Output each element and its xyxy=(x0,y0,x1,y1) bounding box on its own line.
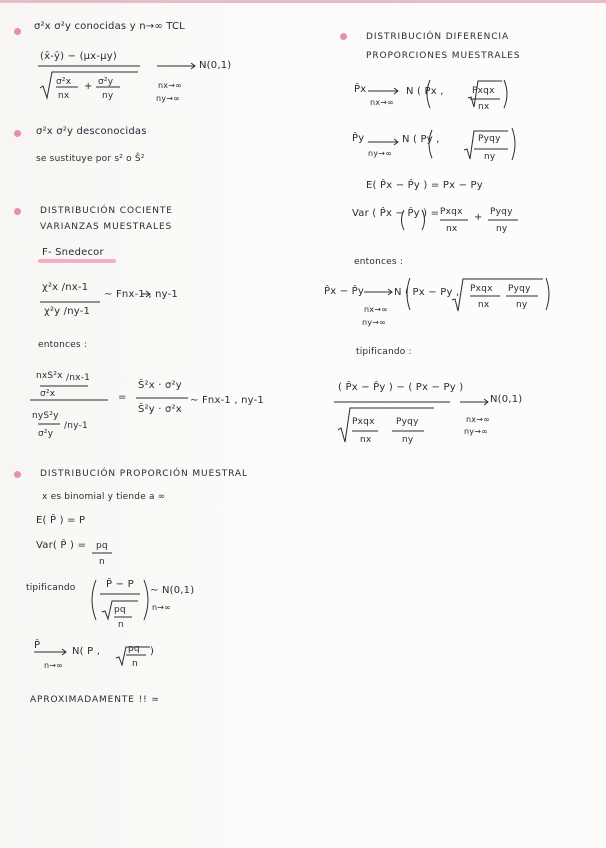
formula-numerator: Ŝ²x · σ²y xyxy=(138,380,182,391)
formula-condition: ny→∞ xyxy=(464,427,488,436)
formula-term: ny xyxy=(496,224,508,234)
formula-term: pq xyxy=(96,541,108,551)
formula-term: n xyxy=(118,620,124,630)
formula-term: Pyqy xyxy=(490,207,513,217)
formula-term: nx xyxy=(360,435,372,445)
formula-denominator: χ²y /ny-1 xyxy=(44,306,91,317)
formula-condition: nx→∞ xyxy=(370,98,394,107)
section-note: x es binomial y tiende a ∞ xyxy=(42,492,166,502)
formula-term: pq xyxy=(128,644,140,654)
formula-condition: nx→∞ xyxy=(466,415,490,424)
formula-result: N(0,1) xyxy=(490,394,523,405)
section-title: DISTRIBUCIÓN PROPORCIÓN MUESTRAL xyxy=(40,469,248,479)
formula-term: P̂y xyxy=(352,133,365,144)
formula-term: Pxqx xyxy=(440,207,463,217)
formula-term: σ²x xyxy=(40,389,56,399)
final-remark: APROXIMADAMENTE !! ≃ xyxy=(30,695,160,705)
formula-term: nyS²y xyxy=(32,411,59,421)
formula-variance: Var( P̂ ) = xyxy=(36,540,87,551)
formula-term: σ²x xyxy=(56,77,72,87)
formula-term: ny xyxy=(102,91,114,101)
formula-result: N( P , xyxy=(72,646,101,657)
formula-term: Pyqy xyxy=(478,134,501,144)
formula-term: n xyxy=(99,557,105,567)
formula-term: ny xyxy=(402,435,414,445)
formula-term: σ²y xyxy=(38,429,54,439)
formula-term: nx xyxy=(478,300,490,310)
formula-condition: ny→∞ xyxy=(156,94,180,103)
formula-operator: + xyxy=(84,81,93,92)
formula-expectation: E( P̂x − P̂y ) = Px − Py xyxy=(366,180,483,191)
formula-bracket: ) xyxy=(150,646,155,657)
formula-term: Pxqx xyxy=(470,284,493,294)
formula-condition: nx→∞ xyxy=(364,305,388,314)
formula-condition: n→∞ xyxy=(44,661,64,670)
formula-result: ∼ N(0,1) xyxy=(150,585,195,596)
formula-numerator: P̂ − P xyxy=(106,579,134,590)
formula-term: Pyqy xyxy=(508,284,531,294)
formula-condition: nx→∞ xyxy=(158,81,182,90)
formula-result: N ( Py , xyxy=(402,134,440,145)
text-then: entonces : xyxy=(354,257,404,267)
formula-term: /nx-1 xyxy=(66,373,91,383)
section-note: se sustituye por s² o Ŝ² xyxy=(36,154,145,164)
formula-expectation: E( P̂ ) = P xyxy=(36,515,86,526)
formula-condition: n→∞ xyxy=(152,603,172,612)
formula-term: ny xyxy=(484,152,496,162)
formula-term: nx xyxy=(446,224,458,234)
formula-term: n xyxy=(132,659,138,669)
formula-denominator: Ŝ²y · σ²x xyxy=(138,404,182,415)
formula-term: nx xyxy=(58,91,70,101)
formula-numerator: ( P̂x − P̂y ) − ( Px − Py ) xyxy=(338,382,464,393)
text-tipificando: tipificando : xyxy=(356,347,412,357)
formula-result: ∼ Fnx-1 , ny-1 xyxy=(190,395,264,406)
formula-operator: = xyxy=(118,392,127,403)
section-title: VARIANZAS MUESTRALES xyxy=(40,222,173,232)
formula-result: N(0,1) xyxy=(199,60,232,71)
formula-term: ny xyxy=(516,300,528,310)
formula-operator: + xyxy=(474,212,483,223)
formula-term: /ny-1 xyxy=(64,421,88,431)
formula-term: pq xyxy=(114,605,126,615)
formula-numerator: (x̄-ȳ) − (μx-μy) xyxy=(40,51,117,62)
formula-result: ∼ Fnx-1 , ny-1 xyxy=(104,289,178,300)
formula-term: σ²y xyxy=(98,77,114,87)
section-title: DISTRIBUCIÓN DIFERENCIA xyxy=(366,32,509,42)
formula-term: P̂ xyxy=(34,640,41,651)
formula-term: Pxqx xyxy=(472,86,495,96)
formula-term: nxS²x xyxy=(36,371,63,381)
formula-variance: Var ( P̂x − P̂y ) = xyxy=(352,208,440,219)
text-tipificando: tipificando xyxy=(26,583,76,593)
formula-result: N ( Px , xyxy=(406,86,444,97)
formula-term: Pyqy xyxy=(396,417,419,427)
section-title: PROPORCIONES MUESTRALES xyxy=(366,51,521,61)
section-title: DISTRIBUCIÓN COCIENTE xyxy=(40,206,173,216)
formula-term: P̂x xyxy=(354,84,367,95)
formula-condition: ny→∞ xyxy=(368,149,392,158)
formula-term: Pxqx xyxy=(352,417,375,427)
formula-result: N ( Px − Py , xyxy=(394,287,460,298)
section-title: σ²x σ²y conocidas y n→∞ TCL xyxy=(34,21,185,32)
formula-term: nx xyxy=(478,102,490,112)
formula-term: P̂x − P̂y xyxy=(324,286,365,297)
formula-numerator: χ²x /nx-1 xyxy=(42,282,89,293)
section-subtitle: F- Snedecor xyxy=(42,247,104,258)
formula-condition: ny→∞ xyxy=(362,318,386,327)
text-then: entonces : xyxy=(38,340,88,350)
section-title: σ²x σ²y desconocidas xyxy=(36,126,147,137)
